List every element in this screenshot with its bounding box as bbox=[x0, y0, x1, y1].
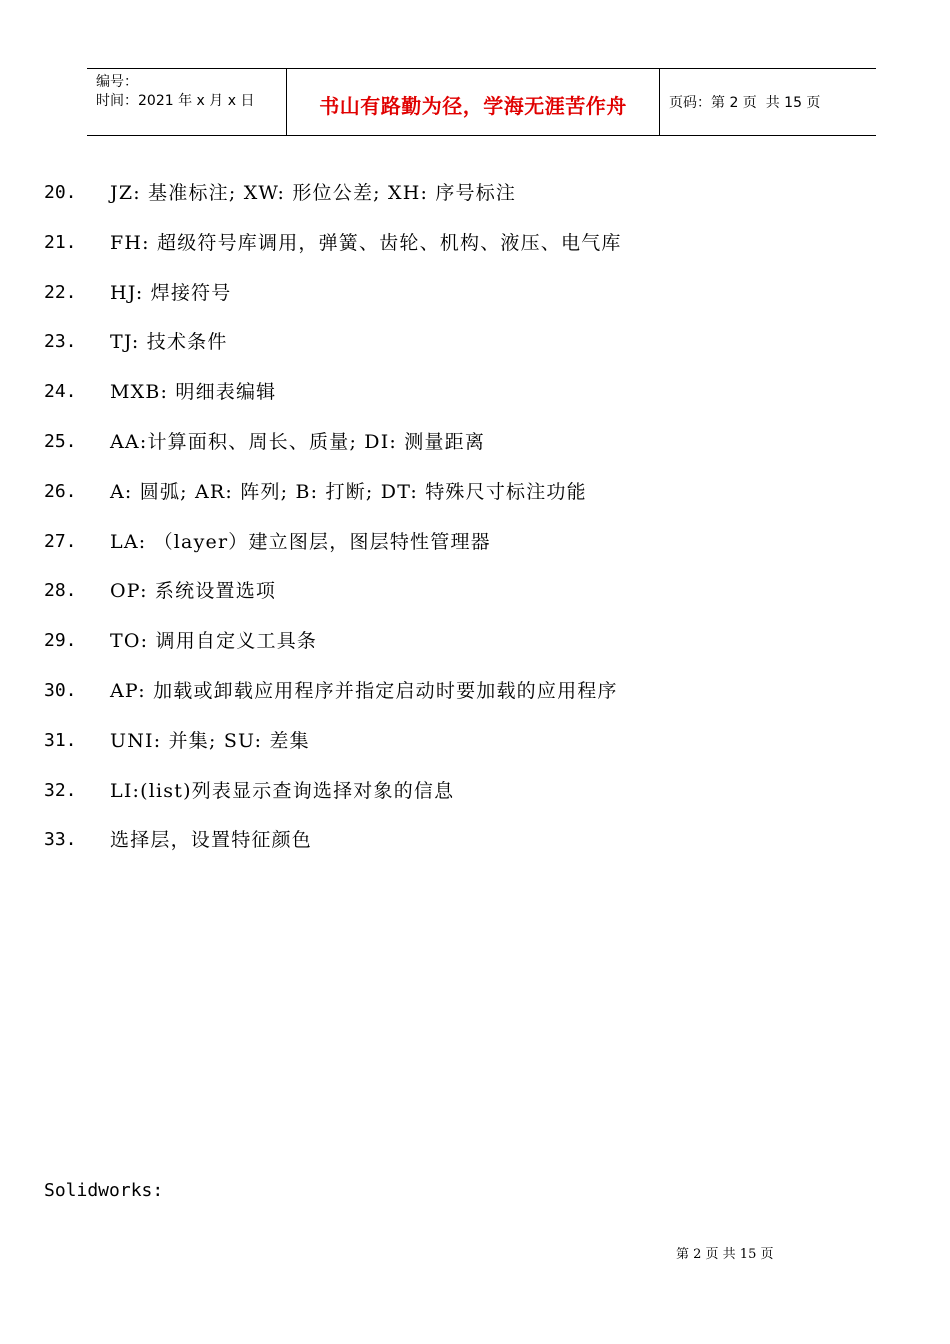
section-label-solidworks: Solidworks: bbox=[44, 1180, 164, 1201]
item-number: 26. bbox=[44, 480, 77, 502]
item-text: UNI: 并集; SU: 差集 bbox=[110, 729, 310, 752]
item-number: 29. bbox=[44, 630, 77, 652]
list-item bbox=[44, 278, 904, 328]
item-text: AP: 加载或卸载应用程序并指定启动时要加载的应用程序 bbox=[110, 679, 618, 702]
item-text: HJ: 焊接符号 bbox=[110, 281, 232, 304]
list-item bbox=[44, 576, 904, 626]
item-text: LA: （layer）建立图层，图层特性管理器 bbox=[110, 530, 491, 553]
item-text: OP: 系统设置选项 bbox=[110, 580, 277, 603]
item-number: 21. bbox=[44, 231, 77, 253]
item-text: JZ: 基准标注; XW: 形位公差; XH: 序号标注 bbox=[110, 182, 517, 204]
item-number: 25. bbox=[44, 430, 77, 452]
item-text: FH: 超级符号库调用，弹簧、齿轮、机构、液压、电气库 bbox=[110, 231, 622, 254]
item-number: 24. bbox=[44, 381, 77, 403]
item-text: 选择层，设置特征颜色 bbox=[110, 829, 313, 852]
list-item bbox=[44, 527, 904, 577]
list-item bbox=[44, 327, 904, 377]
command-list bbox=[44, 178, 904, 875]
list-item bbox=[44, 776, 904, 826]
list-item bbox=[44, 477, 904, 527]
list-item bbox=[44, 178, 904, 228]
item-number: 22. bbox=[44, 281, 77, 303]
item-text: TO: 调用自定义工具条 bbox=[110, 630, 318, 653]
page-footer: 第 2 页 共 15 页 bbox=[676, 1247, 774, 1262]
list-item bbox=[44, 377, 904, 427]
time-label: 时间：2021 年 x 月 x 日 bbox=[96, 93, 255, 109]
item-number: 27. bbox=[44, 530, 77, 552]
motto-text: 书山有路勤为径，学海无涯苦作舟 bbox=[319, 93, 627, 118]
header-motto-cell bbox=[287, 69, 660, 135]
item-text: LI:(list)列表显示查询选择对象的信息 bbox=[110, 779, 455, 802]
list-item bbox=[44, 626, 904, 676]
list-item bbox=[44, 726, 904, 776]
header-meta-cell bbox=[87, 69, 287, 135]
page-info: 页码：第 2 页 共 15 页 bbox=[669, 95, 821, 111]
item-text: TJ: 技术条件 bbox=[110, 331, 228, 354]
list-item bbox=[44, 676, 904, 726]
serial-label: 编号： bbox=[96, 74, 138, 90]
item-number: 30. bbox=[44, 679, 77, 701]
page-header bbox=[87, 68, 876, 136]
item-number: 20. bbox=[44, 182, 77, 203]
item-number: 32. bbox=[44, 779, 77, 801]
item-number: 31. bbox=[44, 729, 77, 751]
list-item bbox=[44, 228, 904, 278]
item-text: A: 圆弧; AR: 阵列; B: 打断; DT: 特殊尺寸标注功能 bbox=[110, 480, 587, 503]
item-number: 28. bbox=[44, 580, 77, 602]
item-number: 23. bbox=[44, 331, 77, 353]
item-number: 33. bbox=[44, 829, 77, 851]
item-text: AA:计算面积、周长、质量; DI: 测量距离 bbox=[110, 430, 486, 453]
list-item bbox=[44, 825, 904, 875]
header-page-cell bbox=[660, 69, 876, 135]
list-item bbox=[44, 427, 904, 477]
item-text: MXB: 明细表编辑 bbox=[110, 381, 277, 404]
